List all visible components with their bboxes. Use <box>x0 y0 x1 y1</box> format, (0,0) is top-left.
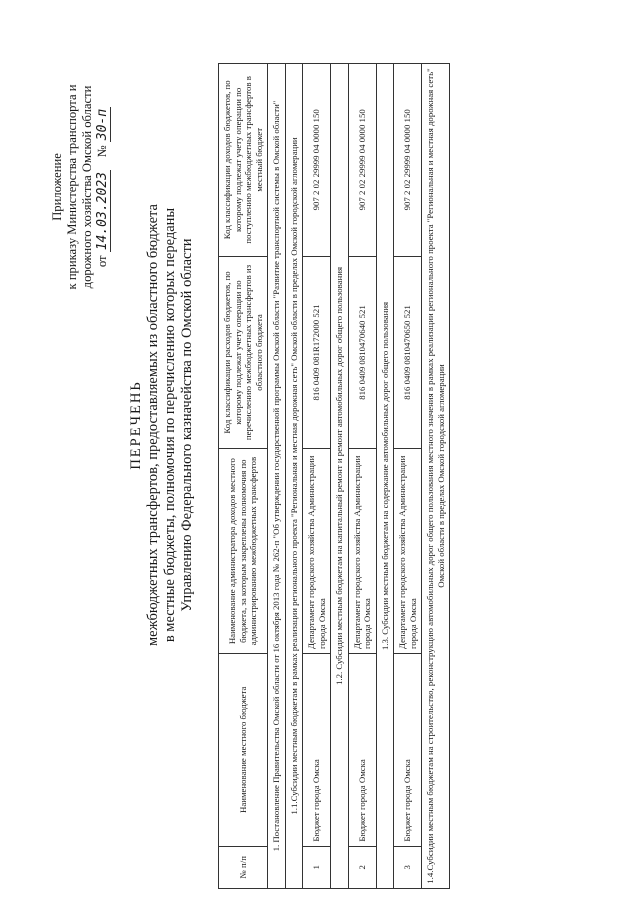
section-1-2: 1.2. Субсидии местным бюджетам на капитальный ремонт и ремонт автомобильных дорог общего пользования <box>331 64 349 889</box>
title-line-3: Управлению Федерального казначейства по Омской области <box>179 238 195 612</box>
budget-name: Бюджет города Омска <box>348 654 376 847</box>
number-prefix: № <box>95 145 109 158</box>
expense-code: 816 0409 0810470650 521 <box>394 256 422 449</box>
administrator-name: Департамент городского хозяйства Администрации города Омска <box>303 449 331 654</box>
administrator-name: Департамент городского хозяйства Администрации города Омска <box>348 449 376 654</box>
header-administrator: Наименование администратора доходов местного бюджета, за которым закреплены полномочия по администрированию межбюджетных трансфертов <box>219 449 268 654</box>
income-code: 907 2 02 29999 04 0000 150 <box>394 64 422 257</box>
order-date: 14.03.2023 <box>95 172 110 251</box>
section-row <box>268 64 286 889</box>
title-line-1: межбюджетных трансфертов, предоставляемых из областного бюджета <box>145 204 161 646</box>
section-row <box>422 64 450 889</box>
header-expense-code: Код классификации расходов бюджетов, по которому подлежат учету операции по перечислению межбюджетных трансфертов из областного бюджета <box>219 256 268 449</box>
expense-code: 816 0409 081R172000 521 <box>303 256 331 449</box>
transfers-table <box>218 63 450 889</box>
section-row <box>376 64 394 889</box>
header-income-code: Код классификации доходов бюджетов, по которому подлежат учету операции по поступлению межбюджетных трансфертов в местный бюджет <box>219 64 268 257</box>
appendix-title: Приложение <box>50 153 64 221</box>
section-1: 1. Постановление Правительства Омской области от 16 октября 2013 года № 262-п "Об утверждении государственной программы Омской области "Развитие транспортной системы в Омской области" <box>268 64 286 889</box>
table-row <box>303 64 331 889</box>
appendix-date-line <box>95 52 110 322</box>
table-header-row <box>219 64 268 889</box>
expense-code: 816 0409 0810470640 521 <box>348 256 376 449</box>
header-budget-name: Наименование местного бюджета <box>219 654 268 847</box>
section-1-3: 1.3. Субсидии местным бюджетам на содержание автомобильных дорог общего пользования <box>376 64 394 889</box>
income-code: 907 2 02 29999 04 0000 150 <box>348 64 376 257</box>
income-code: 907 2 02 29999 04 0000 150 <box>303 64 331 257</box>
section-row <box>285 64 303 889</box>
row-number: 3 <box>394 846 422 888</box>
appendix-order-line: к приказу Министерства транспорта и <box>65 84 79 290</box>
section-1-1: 1.1.Субсидии местным бюджетам в рамках реализации регионального проекта "Региональная и местная дорожная сеть" Омской области в пределах Омской городской агломерации <box>285 64 303 889</box>
date-prefix: от <box>95 255 109 268</box>
administrator-name: Департамент городского хозяйства Администрации города Омска <box>394 449 422 654</box>
budget-name: Бюджет города Омска <box>303 654 331 847</box>
title-line-2: в местные бюджеты, полномочия по перечислению которых переданы <box>162 207 178 643</box>
row-number: 2 <box>348 846 376 888</box>
appendix-ministry-line: дорожного хозяйства Омской области <box>80 85 94 289</box>
table-row <box>394 64 422 889</box>
budget-name: Бюджет города Омска <box>394 654 422 847</box>
table-row <box>348 64 376 889</box>
appendix-block <box>50 52 110 322</box>
section-1-4: 1.4.Субсидии местным бюджетам на строительство, реконструкцию автомобильных дорог общего пользования местного значения в рамках реализации регионального проекта "Региональная и местная дорожная сеть" Омской области в пределах Омской городской агломерации <box>422 64 450 889</box>
header-number: № п/п <box>219 846 268 888</box>
order-number: 30-п <box>95 108 110 141</box>
title-heading: ПЕРЕЧЕНЬ <box>128 380 144 470</box>
section-row <box>331 64 349 889</box>
document-title <box>128 115 196 735</box>
row-number: 1 <box>303 846 331 888</box>
